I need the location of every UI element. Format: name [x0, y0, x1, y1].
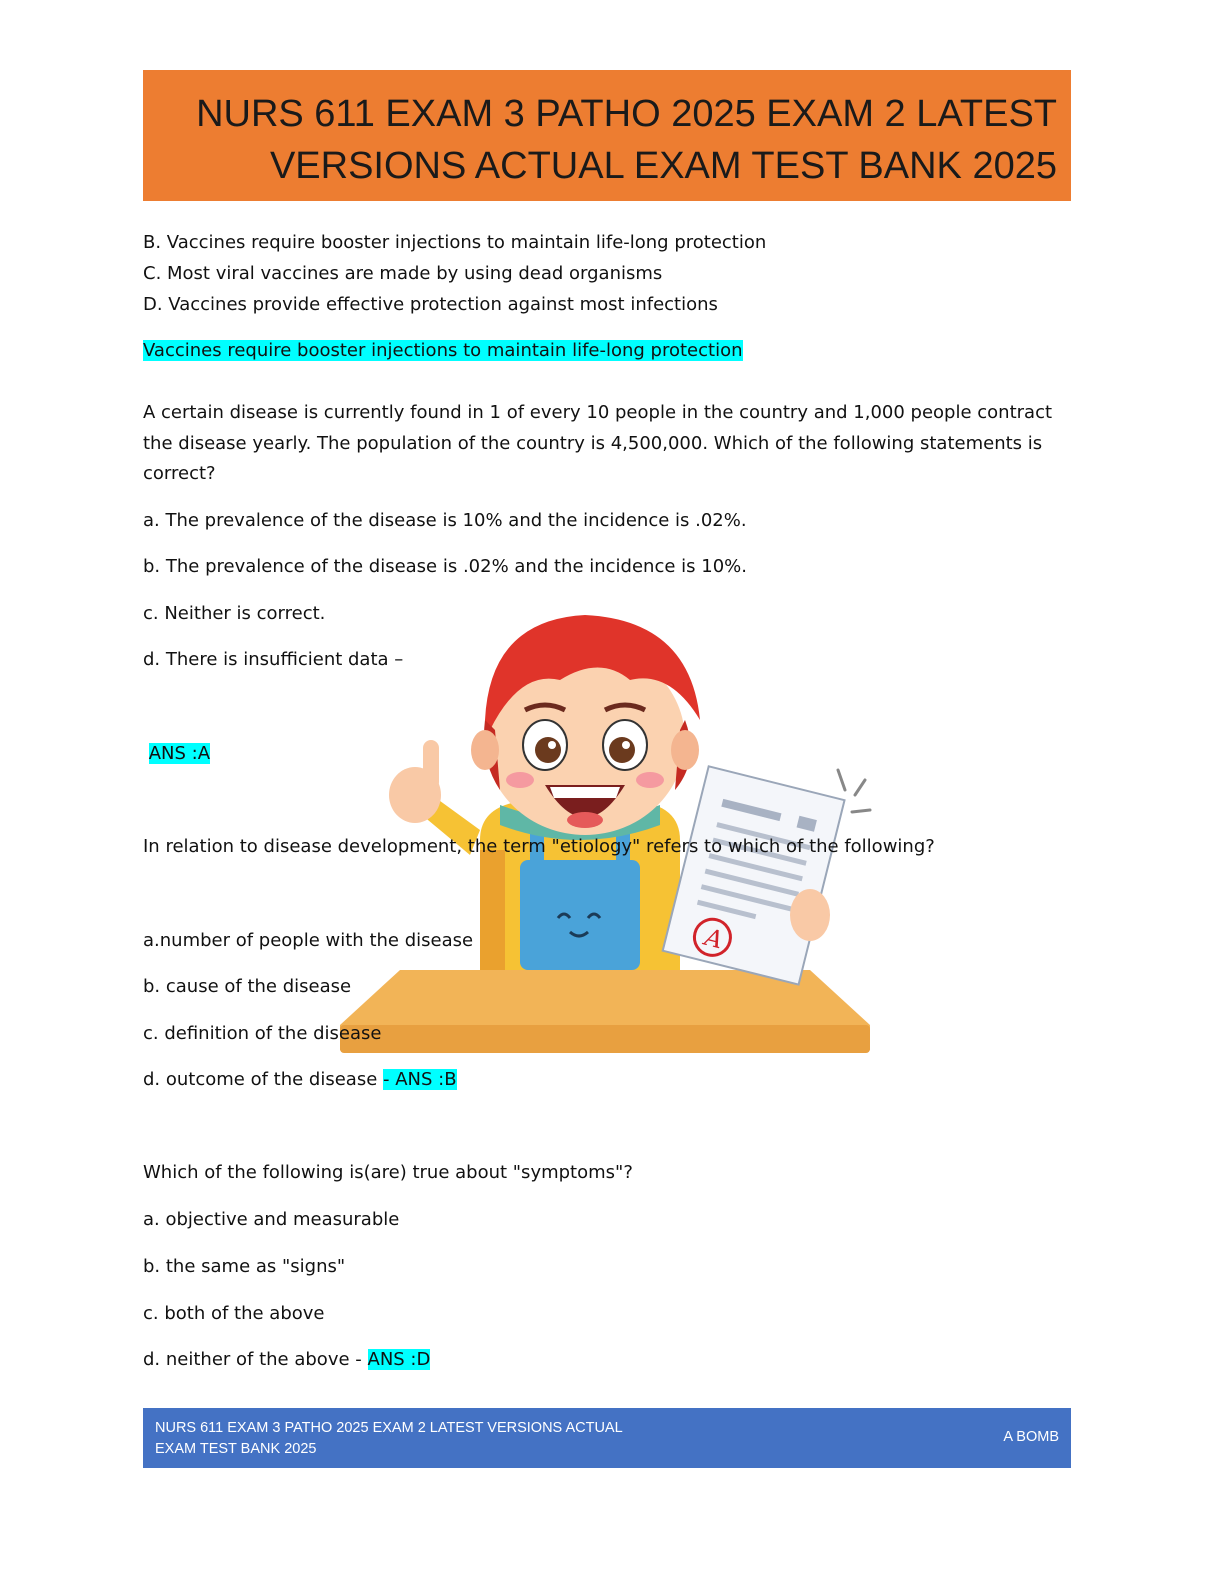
q2-option-a: a. The prevalence of the disease is 10% and the incidence is .02%. [143, 510, 747, 531]
q2-option-b: b. The prevalence of the disease is .02% and the incidence is 10%. [143, 556, 747, 577]
q3-question: In relation to disease development, the term "etiology" refers to which of the following? [143, 836, 935, 857]
page-footer [143, 1408, 1071, 1468]
q4-option-d: d. neither of the above - [143, 1349, 362, 1370]
q4-answer: ANS :D [367, 1349, 431, 1370]
q1-option-c: C. Most viral vaccines are made by using dead organisms [143, 263, 663, 284]
q2-question: A certain disease is currently found in 1 of every 10 people in the country and 1,000 people contract the disease yearly. The population of the country is 4,500,000. Which of the following statements is correct? [143, 402, 1053, 484]
q4-option-c: c. both of the above [143, 1303, 325, 1324]
q4-option-b: b. the same as "signs" [143, 1256, 346, 1277]
page-title: NURS 611 EXAM 3 PATHO 2025 EXAM 2 LATEST VERSIONS ACTUAL EXAM TEST BANK 2025 [196, 93, 1057, 187]
q1-option-b: B. Vaccines require booster injections to maintain life-long protection [143, 232, 767, 253]
q2-option-c: c. Neither is correct. [143, 603, 326, 624]
q1-answer: Vaccines require booster injections to maintain life-long protection [143, 340, 743, 361]
q4-option-a: a. objective and measurable [143, 1209, 400, 1230]
q3-option-d: d. outcome of the disease [143, 1069, 378, 1090]
q1-option-d: D. Vaccines provide effective protection against most infections [143, 294, 718, 315]
footer-author: A BOMB [1003, 1429, 1059, 1445]
q3-option-c: c. definition of the disease [143, 1023, 382, 1044]
q2-answer: ANS :A [148, 743, 211, 764]
q3-answer: - ANS :B [383, 1069, 457, 1090]
grade-mark: A [702, 923, 726, 955]
q3-option-b: b. cause of the disease [143, 976, 352, 997]
q4-question: Which of the following is(are) true about "symptoms"? [143, 1162, 633, 1183]
footer-title: NURS 611 EXAM 3 PATHO 2025 EXAM 2 LATEST VERSIONS ACTUAL EXAM TEST BANK 2025 [155, 1420, 623, 1457]
q3-option-a: a.number of people with the disease [143, 930, 474, 951]
q2-option-d: d. There is insufficient data – [143, 649, 404, 670]
